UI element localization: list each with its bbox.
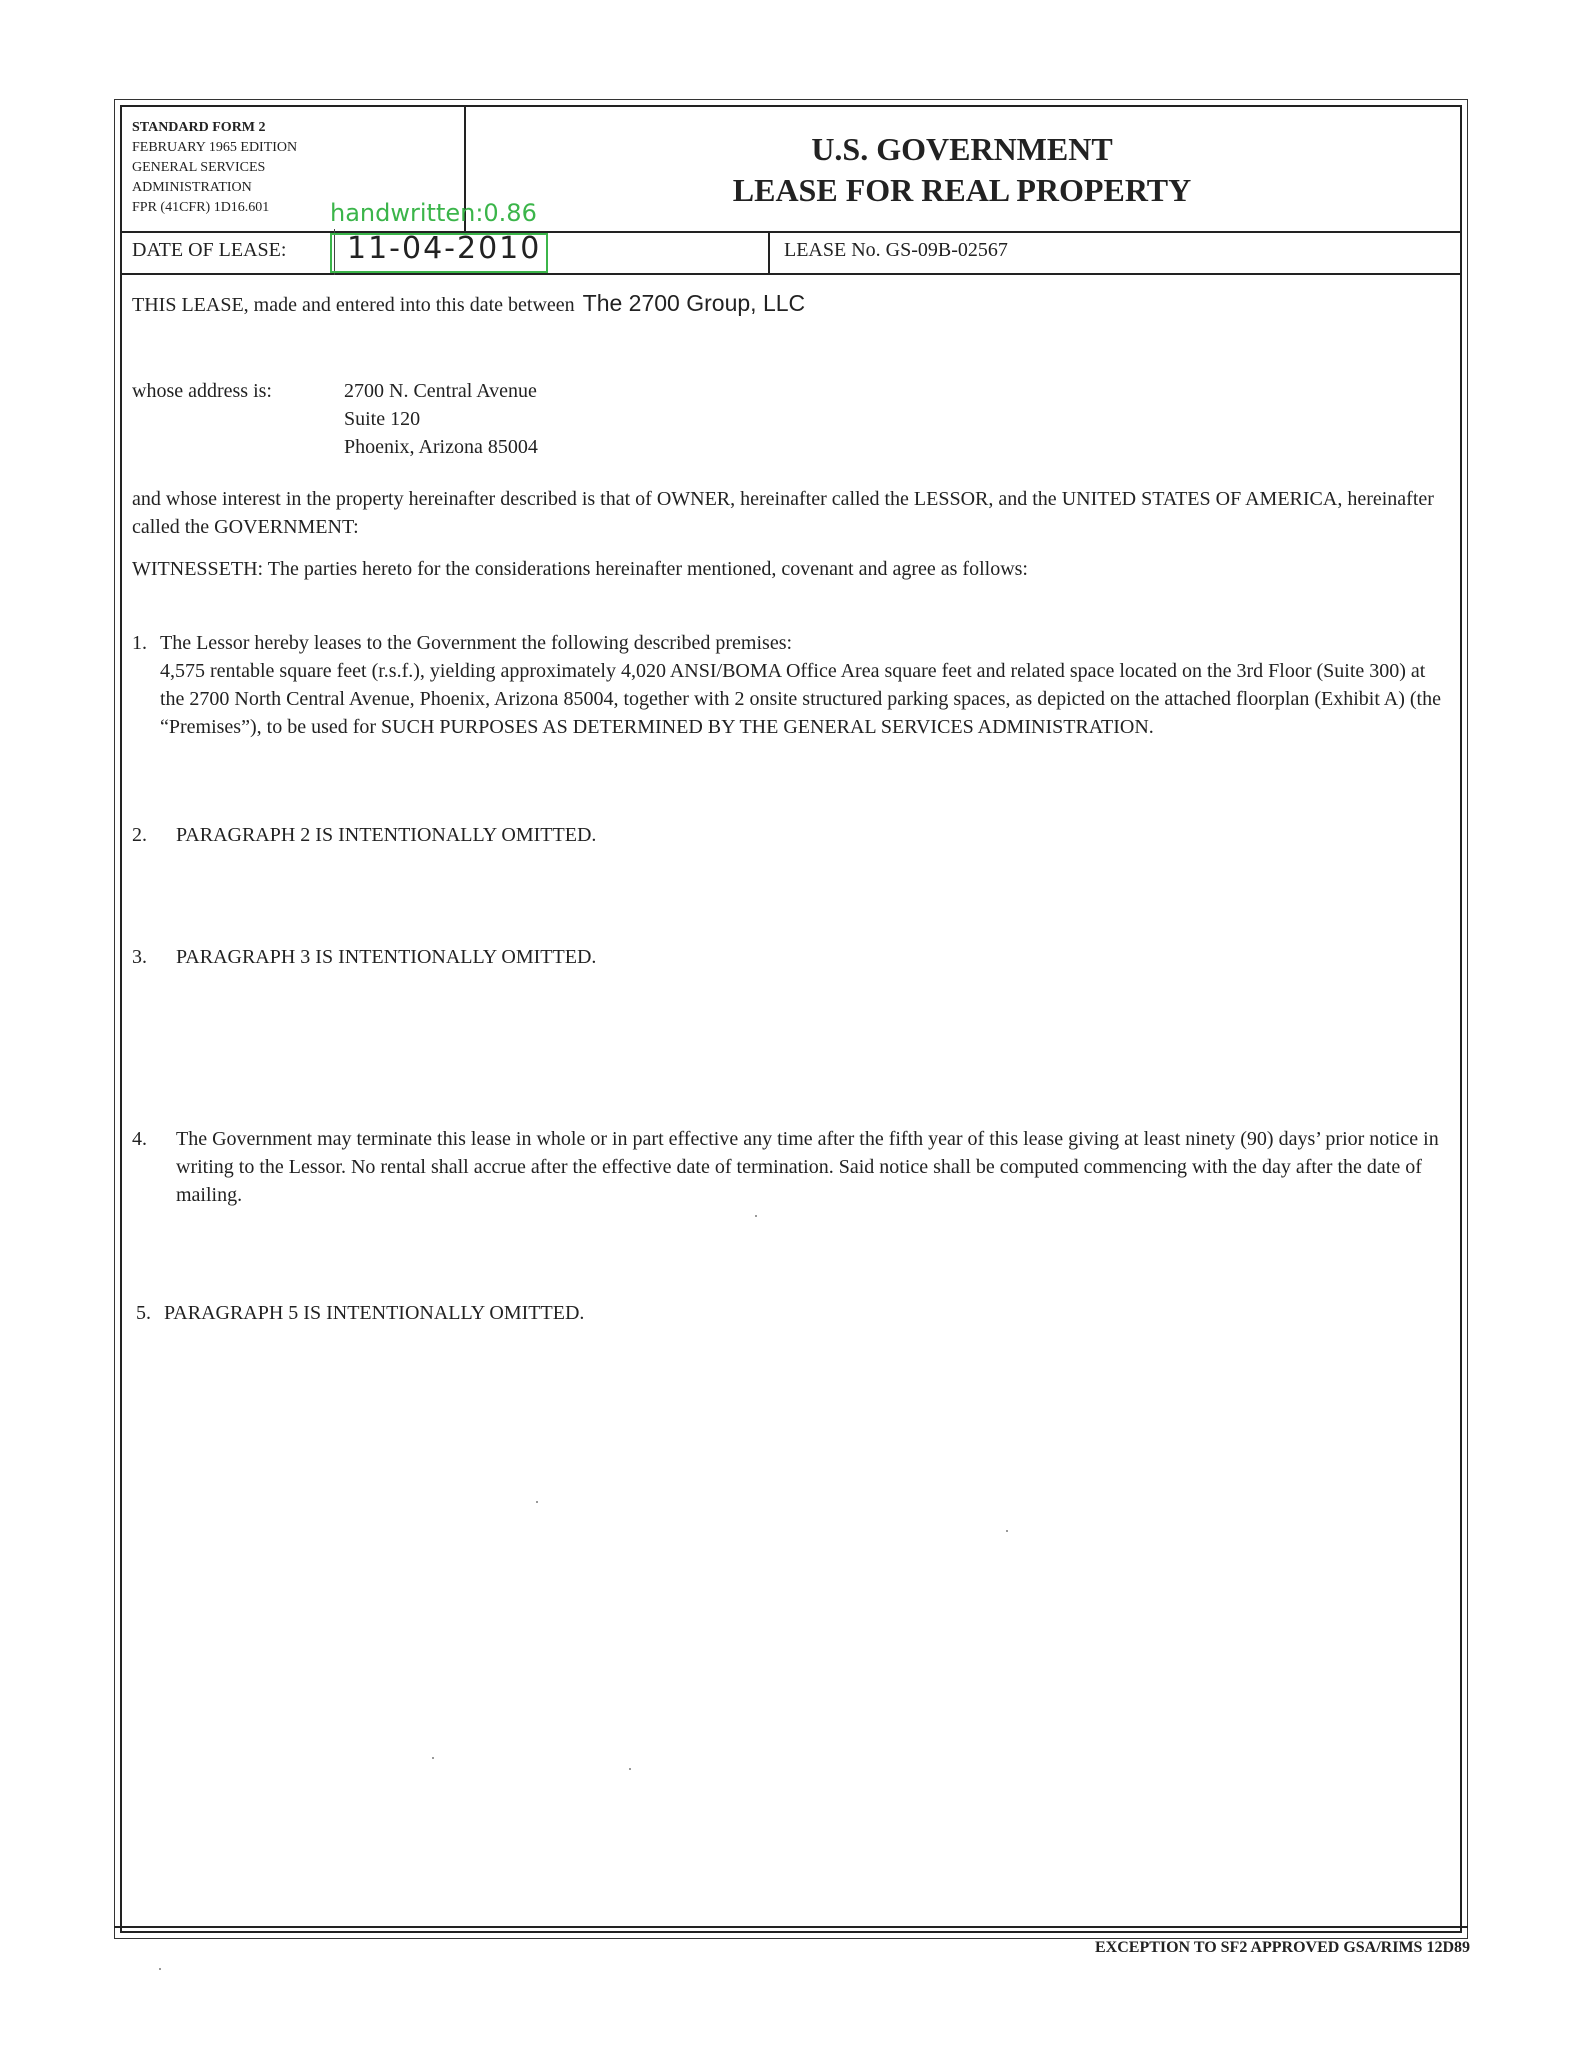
paragraph-2	[132, 821, 1450, 849]
form-header	[122, 107, 1460, 233]
form-id-line: ADMINISTRATION	[132, 180, 252, 195]
form-id-line: FEBRUARY 1965 EDITION	[132, 140, 298, 155]
lease-number: LEASE No. GS-09B-02567	[784, 239, 1008, 261]
parties-clause	[132, 289, 805, 319]
date-of-lease-label: DATE OF LEASE:	[132, 239, 287, 261]
scan-speck	[755, 1215, 757, 1217]
form-approval-note: EXCEPTION TO SF2 APPROVED GSA/RIMS 12D89	[1094, 1939, 1470, 1956]
paragraph-number: 1.	[132, 632, 147, 654]
paragraph-3	[132, 943, 1450, 971]
lease-form-inner-border	[120, 105, 1462, 1933]
address-line: Suite 120	[344, 408, 421, 430]
interest-clause: and whose interest in the property hereinafter described is that of OWNER, hereinafter called the LESSOR, and the UNITED STATES OF AMERICA, hereinafter called the GOVERNMENT:	[132, 488, 1434, 538]
footer-rule	[114, 1926, 1468, 1928]
form-id-line: GENERAL SERVICES	[132, 160, 266, 175]
address-line: Phoenix, Arizona 85004	[344, 436, 538, 458]
lessor-name: The 2700 Group, LLC	[582, 290, 806, 316]
parties-intro: THIS LEASE, made and entered into this date between	[132, 294, 575, 316]
paragraph-5	[136, 1299, 1450, 1327]
paragraph-number: 4.	[132, 1128, 147, 1150]
lease-body	[122, 273, 1460, 1931]
paragraph-text: 4,575 rentable square feet (r.s.f.), yielding approximately 4,020 ANSI/BOMA Office Area square feet and related space located on the 3rd Floor (Suite 300) at the 2700 North Central Avenue, Phoenix, Arizona 85004, together with 2 onsite structured parking spaces, as depicted on the attached floorplan (Exhibit A) (the “Premises”), to be used for SUCH PURPOSES AS DETERMINED BY THE GENERAL SERVICES ADMINISTRATION.	[160, 660, 1441, 738]
paragraph-text: PARAGRAPH 5 IS INTENTIONALLY OMITTED.	[164, 1302, 585, 1324]
title-line-1: U.S. GOVERNMENT	[811, 131, 1113, 167]
paragraph-number: 2.	[132, 824, 147, 846]
date-of-lease-handwritten-value: 11-04-2010	[347, 231, 542, 266]
title-line-2: LEASE FOR REAL PROPERTY	[732, 172, 1192, 208]
form-id-line: STANDARD FORM 2	[132, 120, 266, 135]
lease-form-frame	[114, 99, 1468, 1939]
form-title	[464, 107, 1460, 231]
paragraph-text: The Government may terminate this lease in whole or in part effective any time after the fifth year of this lease giving at least ninety (90) days’ prior notice in writing to the Lessor. No rental shall accrue after the effective date of termination. Said notice shall be computed commencing with the day after the date of mailing.	[176, 1128, 1439, 1206]
scan-speck	[432, 1757, 434, 1759]
scan-speck	[629, 1768, 631, 1770]
paragraph-1	[132, 629, 1450, 741]
witnesseth-clause: WITNESSETH: The parties hereto for the considerations hereinafter mentioned, covenant and agree as follows:	[132, 558, 1028, 580]
paragraph-lead: The Lessor hereby leases to the Government the following described premises:	[160, 632, 793, 654]
paragraph-number: 5.	[136, 1302, 151, 1324]
scan-speck	[159, 1968, 161, 1970]
scan-speck	[1006, 1530, 1008, 1532]
lessor-address	[344, 377, 538, 461]
address-line: 2700 N. Central Avenue	[344, 380, 537, 402]
paragraph-4	[132, 1125, 1446, 1209]
address-label: whose address is:	[132, 380, 272, 402]
paragraph-number: 3.	[132, 946, 147, 968]
handwriting-detection-box	[330, 233, 548, 273]
paragraph-text: PARAGRAPH 3 IS INTENTIONALLY OMITTED.	[176, 946, 597, 968]
column-divider	[768, 231, 770, 273]
scan-speck	[536, 1501, 538, 1503]
paragraph-text: PARAGRAPH 2 IS INTENTIONALLY OMITTED.	[176, 824, 597, 846]
handwriting-detection-label: handwritten:0.86	[330, 199, 537, 227]
form-id-line: FPR (41CFR) 1D16.601	[132, 200, 270, 215]
